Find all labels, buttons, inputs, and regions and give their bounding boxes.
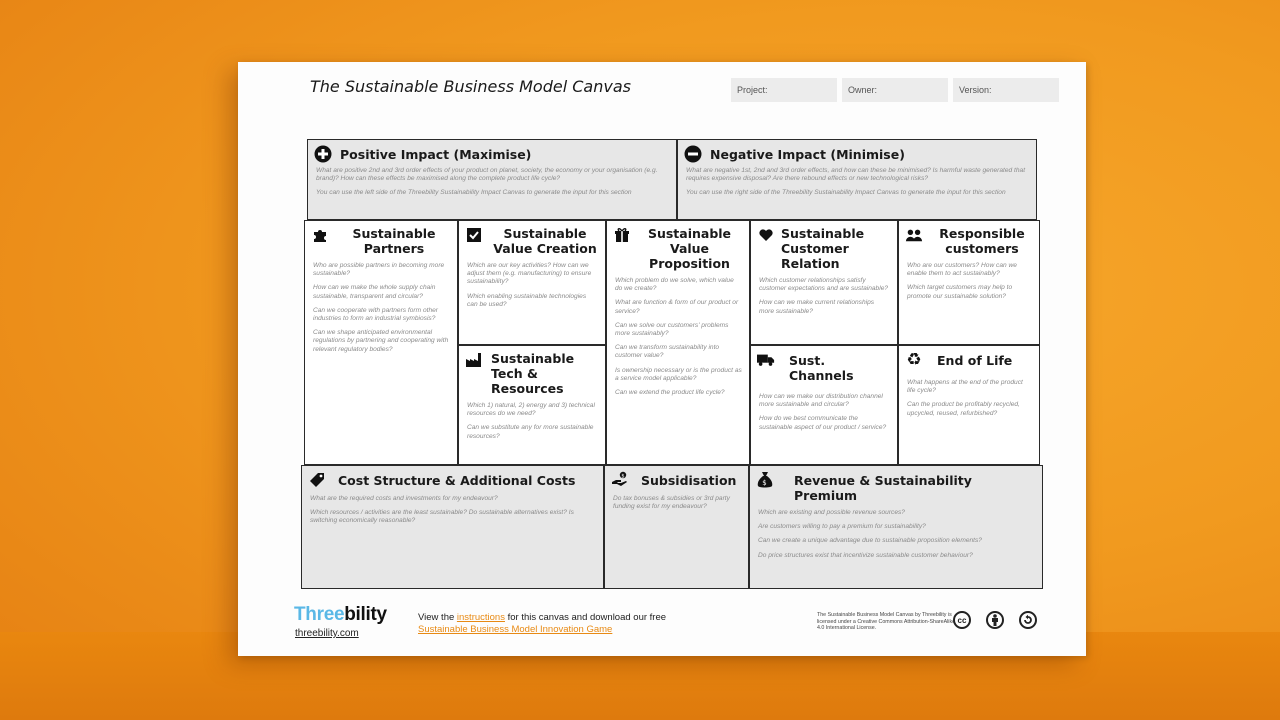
footer-instructions	[418, 612, 678, 636]
partners-question-4: Can we shape anticipated environmental regulations by partnering and cooperating with relevant regulatory bodies?	[313, 329, 449, 353]
share-alike-icon	[1019, 611, 1037, 629]
partners-question-1: Who are possible partners in becoming more sustainable?	[313, 262, 445, 278]
revenue-question-4: Do price structures exist that incentivize sustainable customer behaviour?	[758, 551, 973, 559]
value-prop-question-1: Which problem do we solve, which value do we create?	[615, 277, 734, 293]
puzzle-icon	[311, 226, 329, 244]
partners-question-3: Can we cooperate with partners form other industries to form an industrial symbiosis?	[313, 306, 438, 323]
positive-impact-title: Positive Impact (Maximise)	[340, 147, 532, 162]
channels-question-2: How do we best communicate the sustainable aspect of our product / service?	[759, 415, 887, 431]
value-prop-question-2: What are function & form of our product or service?	[615, 299, 739, 315]
money-bag-icon	[756, 471, 774, 489]
recycle-icon: ♻	[906, 350, 922, 370]
instructions-link[interactable]: instructions	[456, 612, 505, 623]
sustainable-channels-title: Sust. Channels	[789, 353, 854, 383]
subsidisation-section[interactable]	[604, 465, 749, 589]
cost-structure-title: Cost Structure & Additional Costs	[338, 473, 576, 488]
value-prop-question-4: Can we transform sustainability into customer value?	[615, 344, 720, 360]
value-creation-question-1: Which are our key activities? How can we adjust them (e.g. manufacturing) to ensure sustainability?	[467, 262, 592, 286]
plus-circle-icon	[314, 145, 332, 163]
sustainable-partners-section[interactable]	[304, 220, 458, 465]
version-field[interactable]: Version:	[953, 78, 1059, 102]
footer-text-1: View the	[418, 612, 457, 623]
negative-impact-question: What are negative 1st, 2nd and 3rd order effects, and how can these be minimised? Is harmful waste generated that requires expensive disposal? Are there rebound effects or new technological risks?	[686, 167, 1026, 183]
sustainable-value-creation-section[interactable]	[458, 220, 606, 345]
business-model-canvas	[301, 139, 1037, 589]
logo-part-1: Three	[294, 604, 345, 625]
revenue-question-1: Which are existing and possible revenue sources?	[758, 509, 905, 516]
cost-question-1: What are the required costs and investments for my endeavour?	[310, 495, 498, 502]
owner-field[interactable]: Owner:	[842, 78, 948, 102]
negative-impact-hint: You can use the right side of the Threebility Sustainability Impact Canvas to generate the input for this section	[686, 189, 1006, 197]
canvas-sheet	[238, 62, 1086, 656]
sustainable-partners-title: Sustainable Partners	[352, 226, 436, 256]
minus-circle-icon	[684, 145, 702, 163]
end-of-life-question-2: Can the product be profitably recycled, upcycled, reused, refurbished?	[907, 401, 1020, 417]
sustainable-customer-relation-section[interactable]	[750, 220, 898, 345]
truck-icon	[757, 351, 775, 369]
threebility-url-link[interactable]: threebility.com	[295, 628, 359, 639]
gift-icon	[613, 226, 631, 244]
relation-question-1: Which customer relationships satisfy customer expectations and are sustainable?	[759, 277, 889, 293]
negative-impact-title: Negative Impact (Minimise)	[710, 147, 905, 162]
checkbox-icon	[465, 226, 483, 244]
hand-coin-icon	[611, 471, 629, 489]
factory-icon	[465, 351, 483, 369]
page-title: The Sustainable Business Model Canvas	[310, 77, 631, 96]
responsible-question-1: Who are our customers? How can we enable them to act sustainably?	[907, 262, 1017, 278]
end-of-life-title: End of Life	[937, 353, 1013, 368]
game-link[interactable]: Sustainable Business Model Innovation Game	[418, 624, 613, 635]
revenue-question-2: Are customers willing to pay a premium for sustainability?	[758, 523, 926, 531]
subsidisation-question-1: Do tax bonuses & subsidies or 3rd party funding exist for my endeavour?	[613, 495, 730, 511]
value-prop-question-5: Is ownership necessary or is the product as a service model applicable?	[615, 366, 742, 382]
footer-text-2: for this canvas and download our free	[504, 612, 667, 623]
svg-text:$: $	[621, 473, 625, 480]
end-of-life-question-1: What happens at the end of the product life cycle?	[907, 379, 1023, 395]
sustainable-value-proposition-section[interactable]	[606, 220, 750, 465]
sustainable-value-proposition-title: Sustainable Value Proposition	[647, 226, 732, 271]
relation-question-2: How can we make current relationships more sustainable?	[759, 299, 875, 315]
tech-question-1: Which 1) natural, 2) energy and 3) technical resources do we need?	[467, 402, 595, 418]
sustainable-channels-section[interactable]	[750, 345, 898, 465]
subsidisation-title: Subsidisation	[641, 473, 737, 488]
revenue-section[interactable]	[749, 465, 1043, 589]
svg-text:$: $	[762, 479, 767, 487]
attribution-icon	[986, 611, 1004, 629]
positive-impact-section[interactable]	[307, 139, 677, 220]
license-text: The Sustainable Business Model Canvas by Threebility is licensed under a Creative Commons Attribution-ShareAlike 4.0 International License.	[817, 612, 956, 631]
price-tag-icon	[308, 471, 326, 489]
partners-question-2: How can we make the whole supply chain sustainable, transparent and circular?	[313, 284, 436, 300]
value-prop-question-6: Can we extend the product life cycle?	[615, 389, 725, 397]
positive-impact-question: What are positive 2nd and 3rd order effects of your product on planet, society, the economy or your organisation (e.g. brand)? How can these effects be maximised along the complete product life cycle?	[316, 167, 658, 183]
end-of-life-section[interactable]	[898, 345, 1040, 465]
responsible-customers-title: Responsible customers	[939, 226, 1025, 256]
project-field[interactable]: Project:	[731, 78, 837, 102]
value-creation-question-2: Which enabling sustainable technologies can be used?	[467, 292, 587, 308]
sustainable-tech-resources-section[interactable]	[458, 345, 606, 465]
negative-impact-section[interactable]	[677, 139, 1037, 220]
revenue-title: Revenue & Sustainability Premium	[794, 473, 972, 503]
revenue-question-3: Can we create a unique advantage due to sustainable proposition elements?	[758, 537, 982, 545]
responsible-question-2: Which target customers may help to promote our sustainable solution?	[907, 284, 1013, 300]
cost-question-2: Which resources / activities are the least sustainable? Do sustainable alternatives exist? Is switching economically reasonable?	[310, 509, 574, 525]
people-icon	[905, 226, 923, 244]
sustainable-tech-resources-title: Sustainable Tech & Resources	[491, 351, 575, 396]
value-prop-question-3: Can we solve our customers' problems more sustainably?	[615, 321, 729, 338]
channels-question-1: How can we make our distribution channel more sustainable and circular?	[759, 393, 883, 409]
logo-part-2: bility	[344, 604, 387, 625]
sustainable-customer-relation-title: Sustainable Customer Relation	[781, 226, 865, 271]
heart-icon	[757, 226, 775, 244]
tech-question-2: Can we substitute any for more sustainable resources?	[467, 424, 594, 440]
threebility-logo[interactable]	[294, 604, 387, 626]
creative-commons-icon: cc	[953, 611, 971, 629]
positive-impact-hint: You can use the left side of the Threebility Sustainability Impact Canvas to generate the input for this section	[316, 189, 632, 197]
responsible-customers-section[interactable]	[898, 220, 1040, 345]
sustainable-value-creation-title: Sustainable Value Creation	[493, 226, 597, 256]
cost-structure-section[interactable]	[301, 465, 604, 589]
